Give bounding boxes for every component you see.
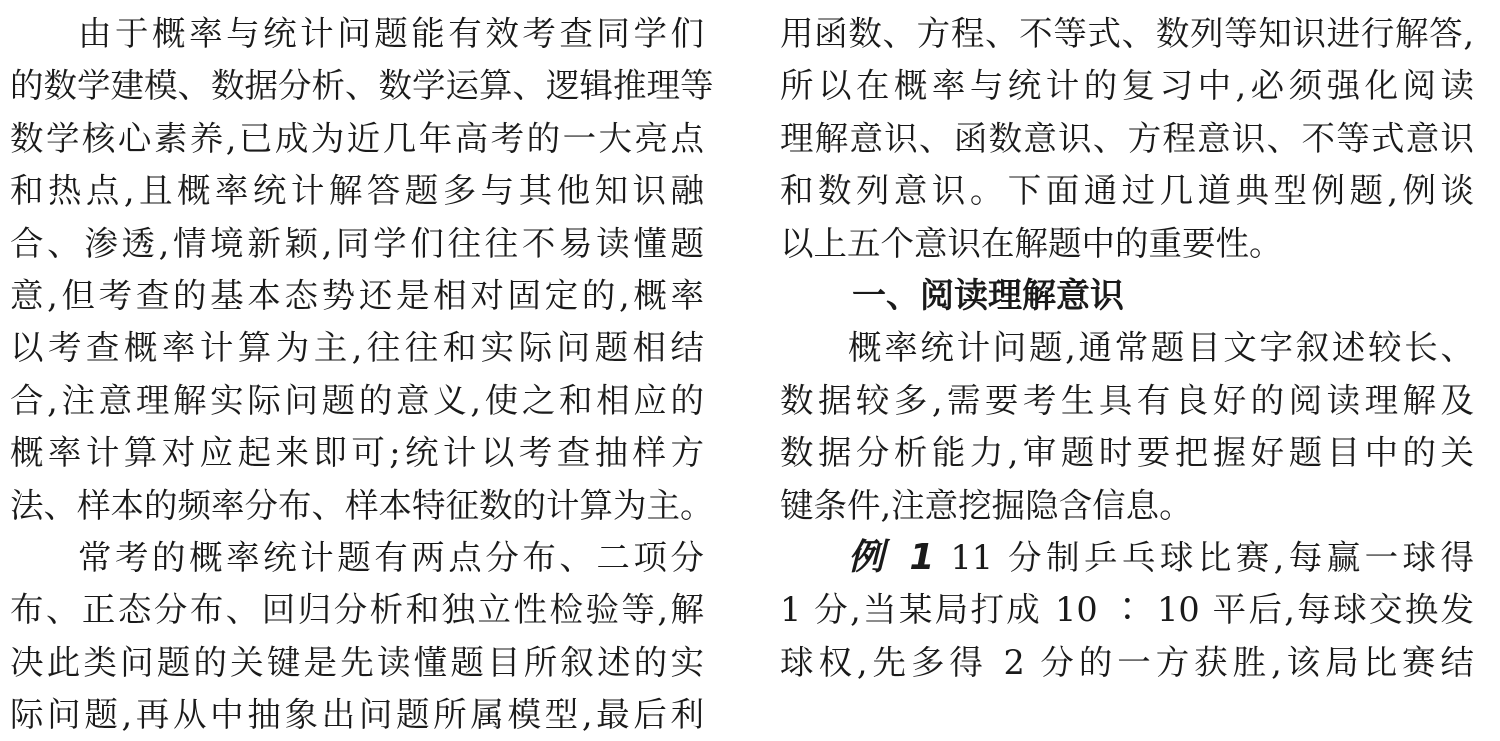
paragraph-line: 键条件,注意挖掘隐含信息。 — [780, 485, 1193, 525]
section-heading: 一、阅读理解意识 — [852, 275, 1124, 316]
paragraph-line: 由于概率与统计问题能有效考查同学们 — [78, 14, 704, 53]
paragraph-line: 和数列意识。下面通过几道典型例题,例谈 — [780, 171, 1474, 211]
paragraph-line: 常考的概率统计题有两点分布、二项分 — [78, 537, 704, 577]
paragraph-line: 1 分,当某局打成 10 ∶ 10 平后,每球交换发 — [780, 590, 1474, 630]
paragraph-line: 数据较多,需要考生具有良好的阅读理解及 — [780, 380, 1474, 420]
paragraph-line: 球权,先多得 2 分的一方获胜,该局比赛结 — [780, 642, 1474, 682]
paragraph-line: 理解意识、函数意识、方程意识、不等式意识 — [780, 118, 1474, 158]
paragraph-line: 合,注意理解实际问题的意义,使之和相应的 — [10, 380, 704, 420]
left-column — [10, 8, 714, 741]
example-first-line — [780, 532, 1474, 584]
right-column — [780, 8, 1474, 689]
paragraph-line: 和热点,且概率统计解答题多与其他知识融 — [10, 171, 704, 211]
paragraph-line: 数据分析能力,审题时要把握好题目中的关 — [780, 433, 1474, 473]
paragraph-line: 合、渗透,情境新颖,同学们往往不易读懂题 — [10, 223, 704, 263]
paragraph-line: 际问题,再从中抽象出问题所属模型,最后利 — [10, 695, 704, 735]
paragraph-line: 所以在概率与统计的复习中,必须强化阅读 — [780, 66, 1474, 106]
paragraph-line: 用函数、方程、不等式、数列等知识进行解答, — [780, 14, 1474, 53]
example-label: 例 1 — [848, 536, 937, 578]
example-text: 11 分制乒乓球比赛,每赢一球得 — [950, 537, 1474, 577]
paragraph-line: 以考查概率计算为主,往往和实际问题相结 — [10, 328, 704, 368]
paragraph-line: 数学核心素养,已成为近几年高考的一大亮点 — [10, 118, 704, 158]
paragraph-line: 概率统计问题,通常题目文字叙述较长、 — [848, 328, 1474, 368]
paragraph-line: 的数学建模、数据分析、数学运算、逻辑推理等 — [10, 66, 714, 106]
paragraph-line: 决此类问题的关键是先读懂题目所叙述的实 — [10, 642, 704, 682]
paragraph-line: 布、正态分布、回归分析和独立性检验等,解 — [10, 590, 704, 630]
paragraph-line: 以上五个意识在解题中的重要性。 — [780, 223, 1283, 263]
paragraph-line: 意,但考查的基本态势还是相对固定的,概率 — [10, 275, 704, 315]
paragraph-line: 概率计算对应起来即可;统计以考查抽样方 — [10, 433, 704, 473]
paragraph-line: 法、样本的频率分布、样本特征数的计算为主。 — [10, 485, 714, 525]
